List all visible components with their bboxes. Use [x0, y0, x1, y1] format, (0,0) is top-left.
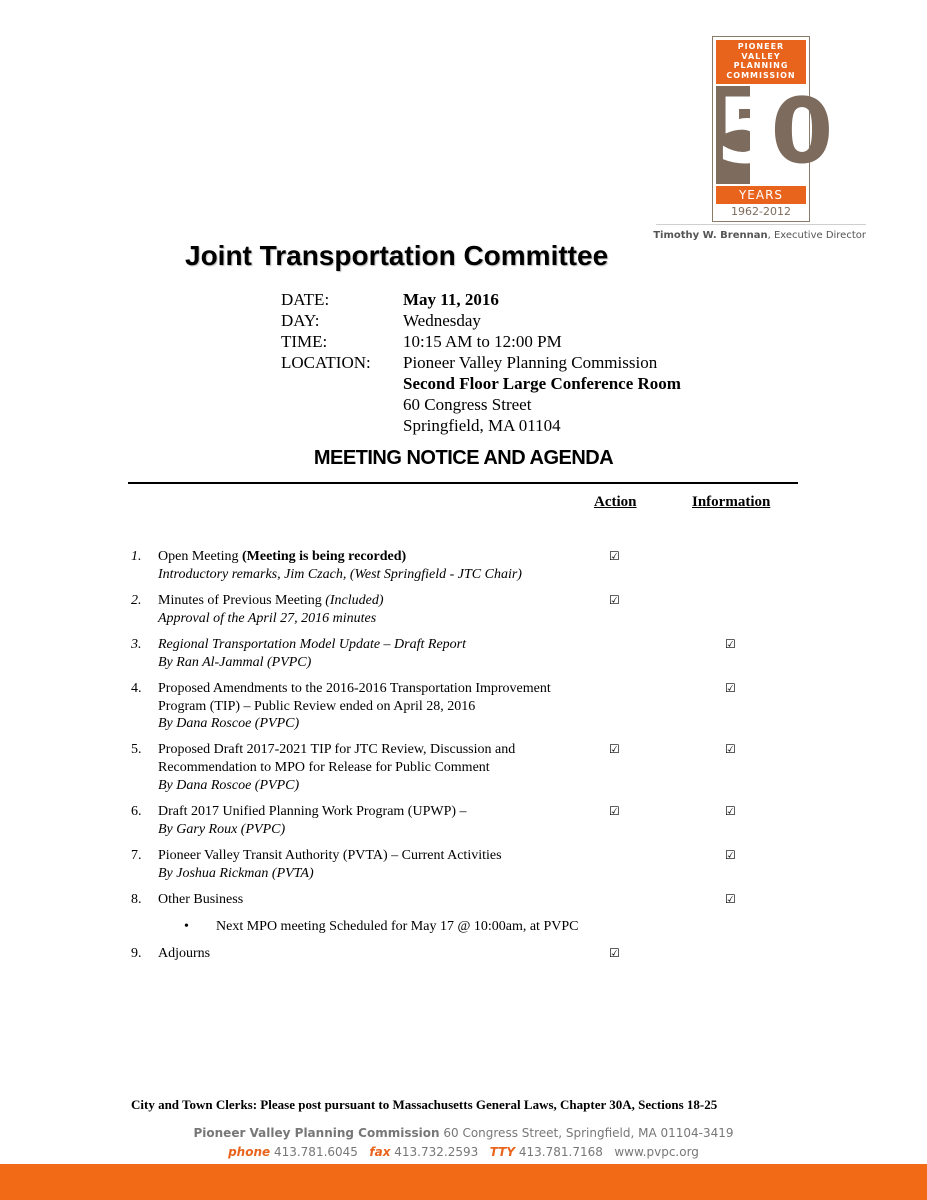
item-title	[158, 593, 384, 609]
item-number: 1.	[131, 549, 142, 564]
item-number: 7.	[131, 848, 142, 863]
bullet-text: Next MPO meeting Scheduled for May 17 @ 10:00am, at PVPC	[216, 919, 579, 934]
fax-label: fax	[369, 1145, 391, 1159]
director-title: , Executive Director	[767, 230, 866, 241]
item-title-text: Minutes of Previous Meeting	[158, 593, 326, 608]
time-label: TIME:	[281, 332, 328, 351]
item-number: 5.	[131, 742, 142, 757]
item-title: Proposed Amendments to the 2016-2016 Transportation Improvement	[158, 681, 551, 696]
phone-label: phone	[228, 1145, 271, 1159]
information-check-icon: ☑	[725, 892, 736, 906]
pvpc-50-years-logo	[712, 36, 826, 222]
item-number: 2.	[131, 593, 142, 608]
item-detail: By Joshua Rickman (PVTA)	[158, 866, 314, 881]
logo-fifty	[716, 79, 826, 184]
footer-orange-bar	[0, 1164, 927, 1200]
footer-street: 60 Congress Street, Springfield, MA 01104-3419	[443, 1126, 734, 1140]
item-title: Other Business	[158, 892, 244, 907]
item-detail: Approval of the April 27, 2016 minutes	[158, 611, 377, 626]
logo-digit-five: 5	[716, 79, 771, 184]
location-street: 60 Congress Street	[403, 395, 532, 414]
information-check-icon: ☑	[725, 681, 736, 695]
logo-name-block	[716, 40, 806, 84]
agenda-divider	[128, 482, 798, 484]
action-check-icon: ☑	[609, 946, 620, 960]
item-title-cont: Program (TIP) – Public Review ended on April 28, 2016	[158, 699, 476, 714]
item-detail: By Ran Al-Jammal (PVPC)	[158, 655, 312, 670]
location-line: Pioneer Valley Planning Commission	[403, 353, 658, 372]
clerks-notice: City and Town Clerks: Please post pursuant to Massachusetts General Laws, Chapter 30A, Sections 18-25	[131, 1097, 718, 1112]
page-title: Joint Transportation Committee	[185, 240, 609, 271]
logo-divider	[656, 224, 866, 225]
day-label: DAY:	[281, 311, 320, 330]
item-detail: By Dana Roscoe (PVPC)	[158, 778, 300, 793]
phone-number: 413.781.6045	[273, 1145, 358, 1159]
item-detail: By Gary Roux (PVPC)	[158, 822, 286, 837]
footer-org: Pioneer Valley Planning Commission	[193, 1126, 440, 1140]
logo-line: COMMISSION	[726, 70, 796, 80]
director-name: Timothy W. Brennan	[653, 230, 768, 241]
location-label: LOCATION:	[281, 353, 371, 372]
item-number: 6.	[131, 804, 142, 819]
action-column-header: Action	[594, 494, 637, 510]
action-check-icon: ☑	[609, 549, 620, 563]
item-number: 3.	[131, 637, 142, 652]
item-title-cont: Recommendation to MPO for Release for Public Comment	[158, 760, 490, 775]
item-detail: Introductory remarks, Jim Czach, (West Springfield - JTC Chair)	[158, 567, 522, 582]
item-title-text: Open Meeting	[158, 549, 242, 564]
location-city: Springfield, MA 01104	[403, 416, 561, 435]
footer-address	[0, 1126, 927, 1140]
item-number: 4.	[131, 681, 142, 696]
information-check-icon: ☑	[725, 637, 736, 651]
logo-years-range: 1962-2012	[731, 205, 791, 218]
date-value: May 11, 2016	[403, 290, 499, 309]
item-title: Regional Transportation Model Update – Draft Report	[158, 637, 466, 652]
action-check-icon: ☑	[609, 804, 620, 818]
logo-line: VALLEY	[741, 51, 781, 61]
fax-number: 413.732.2593	[394, 1145, 479, 1159]
website-link[interactable]: www.pvpc.org	[614, 1145, 699, 1159]
time-value: 10:15 AM to 12:00 PM	[403, 332, 562, 351]
item-title-note: (Included)	[325, 593, 384, 608]
information-check-icon: ☑	[725, 804, 736, 818]
logo-years-label: YEARS	[716, 186, 806, 204]
day-value: Wednesday	[403, 311, 481, 330]
item-number: 8.	[131, 892, 142, 907]
executive-director	[600, 230, 866, 241]
item-detail: By Dana Roscoe (PVPC)	[158, 716, 300, 731]
logo-line: PLANNING	[733, 61, 789, 70]
item-title-note: (Meeting is being recorded)	[241, 549, 407, 564]
logo-number	[716, 79, 826, 184]
action-check-icon: ☑	[609, 593, 620, 607]
information-column-header: Information	[692, 494, 771, 510]
logo-digit-zero: 0	[770, 79, 826, 184]
item-title	[158, 549, 406, 565]
footer-contacts	[0, 1145, 927, 1159]
location-room: Second Floor Large Conference Room	[403, 374, 681, 393]
item-title: Pioneer Valley Transit Authority (PVTA) – Current Activities	[158, 848, 502, 863]
tty-label: TTY	[489, 1145, 516, 1159]
agenda-title: MEETING NOTICE AND AGENDA	[313, 447, 614, 469]
bullet-dot-icon: •	[184, 919, 189, 934]
action-check-icon: ☑	[609, 742, 620, 756]
tty-number: 413.781.7168	[518, 1145, 603, 1159]
item-title: Proposed Draft 2017-2021 TIP for JTC Review, Discussion and	[158, 742, 516, 757]
item-number: 9.	[131, 946, 142, 961]
logo-line: PIONEER	[737, 42, 785, 51]
information-check-icon: ☑	[725, 848, 736, 862]
item-title: Draft 2017 Unified Planning Work Program (UPWP) –	[158, 804, 467, 819]
date-label: DATE:	[281, 290, 330, 309]
information-check-icon: ☑	[725, 742, 736, 756]
item-title: Adjourns	[158, 946, 211, 961]
